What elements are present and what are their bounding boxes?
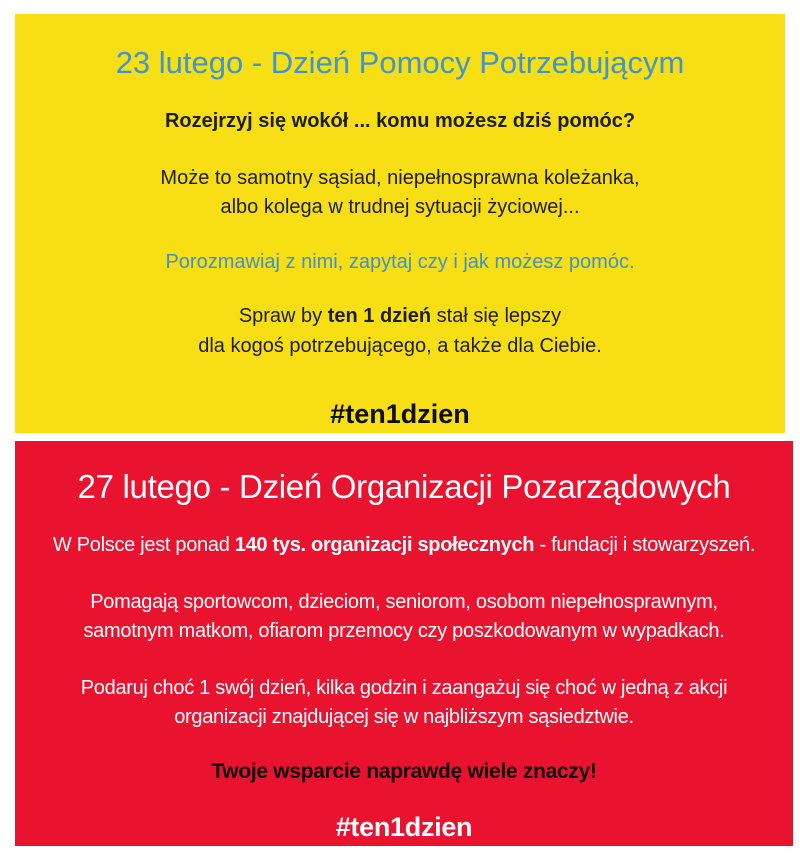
- body-text: Pomagają sportowcom, dzieciom, seniorom, osobom niepełnosprawnym, samotnym matkom, ofiarom przemocy czy poszkodowanym w wypadkach.: [83, 591, 725, 642]
- section-dzien-pomocy-potrzebujacym: [15, 14, 785, 433]
- closing-text: Spraw by ten 1 dzień stał się lepszy dla kogoś potrzebującego, a także dla Ciebie.: [198, 305, 602, 357]
- intro-statistic: W Polsce jest ponad 140 tys. organizacji społecznych - fundacji i stowarzyszeń.: [52, 534, 756, 556]
- section-heading: 23 lutego - Dzień Pomocy Potrzebującym: [115, 45, 685, 80]
- callout-text: Porozmawiaj z nimi, zapytaj czy i jak możesz pomóc.: [165, 251, 635, 273]
- intro-question: Rozejrzyj się wokół ... komu możesz dziś pomóc?: [164, 110, 636, 132]
- callout-text: Podaruj choć 1 swój dzień, kilka godzin i zaangażuj się choć w jedną z akcji organizacji znajdującej się w najbliższym sąsiedztwie.: [80, 677, 728, 728]
- section-dzien-organizacji-pozarzadowych: [15, 441, 793, 846]
- section-heading: 27 lutego - Dzień Organizacji Pozarządowych: [77, 468, 731, 505]
- body-text: Może to samotny sąsiad, niepełnosprawna koleżanka, albo kolega w trudnej sytuacji życiowej...: [160, 167, 640, 218]
- hashtag: #ten1dzien: [330, 399, 470, 429]
- closing-text: Twoje wsparcie naprawdę wiele znaczy!: [211, 760, 597, 783]
- hashtag: #ten1dzien: [335, 812, 473, 842]
